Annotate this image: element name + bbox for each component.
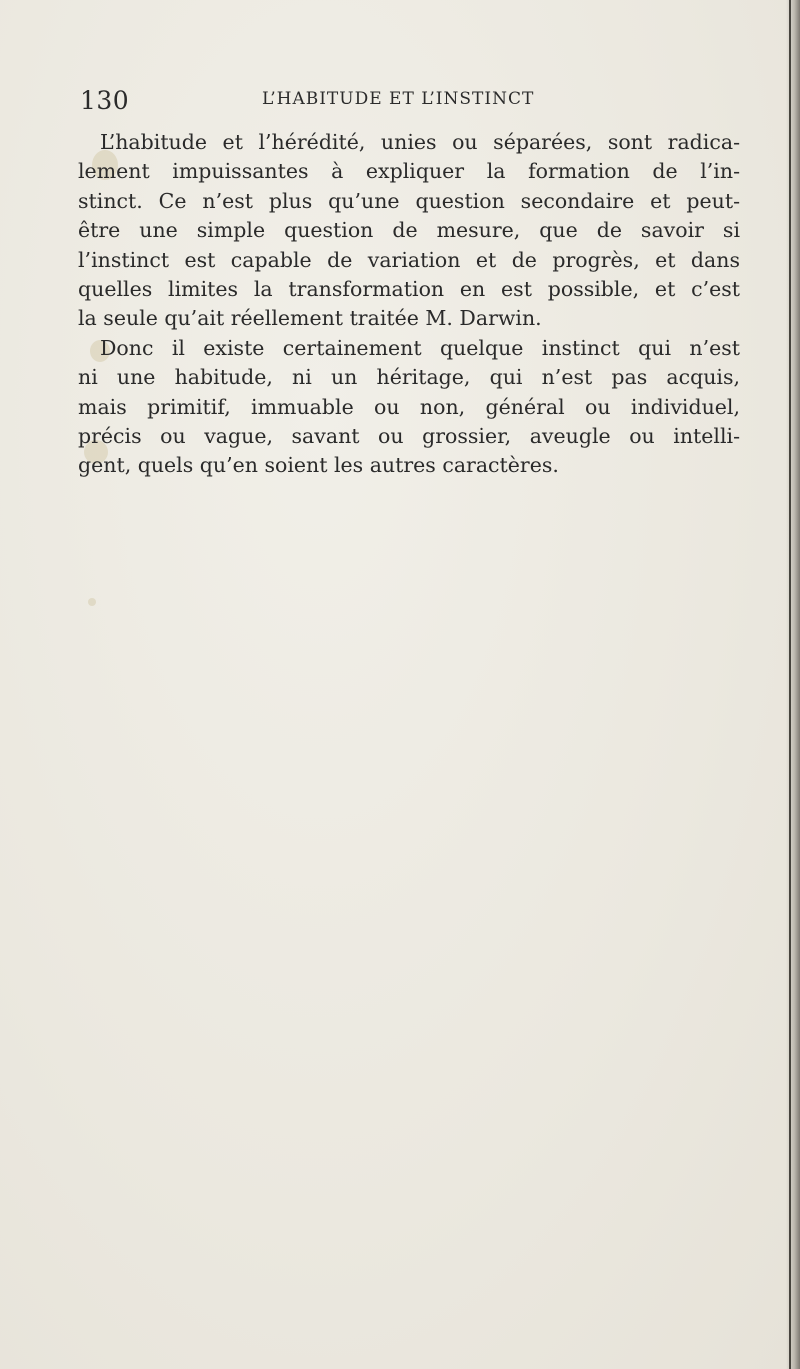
text-line: mais primitif, immuable ou non, général ou individuel, xyxy=(78,394,740,419)
text-line: la seule qu’ait réellement traitée M. Darwin. xyxy=(78,306,542,331)
text-line: Donc il existe certainement quelque instinct qui n’est xyxy=(100,335,740,360)
page-edge-line xyxy=(789,0,791,1369)
page-number: 130 xyxy=(80,86,130,115)
text-line: L’habitude et l’hérédité, unies ou séparées, sont radica- xyxy=(100,130,740,154)
text-line: l’instinct est capable de variation et de progrès, et dans xyxy=(78,247,740,272)
running-title: L’HABITUDE ET L’INSTINCT xyxy=(262,89,535,109)
paragraph-2 xyxy=(78,334,740,481)
text-line: ni une habitude, ni un héritage, qui n’est pas acquis, xyxy=(78,365,740,390)
text-line: stinct. Ce n’est plus qu’une question secondaire et peut- xyxy=(78,188,740,213)
text-line: lement impuissantes à expliquer la formation de l’in- xyxy=(78,159,740,184)
paper-stain xyxy=(88,598,96,606)
text-line: être une simple question de mesure, que de savoir si xyxy=(78,218,740,243)
paragraph-1 xyxy=(78,128,740,334)
text-line: précis ou vague, savant ou grossier, aveugle ou intelli- xyxy=(78,424,740,449)
body-text xyxy=(78,128,740,481)
running-head xyxy=(80,86,740,116)
text-line: gent, quels qu’en soient les autres caractères. xyxy=(78,453,559,478)
text-line: quelles limites la transformation en est possible, et c’est xyxy=(78,277,740,302)
